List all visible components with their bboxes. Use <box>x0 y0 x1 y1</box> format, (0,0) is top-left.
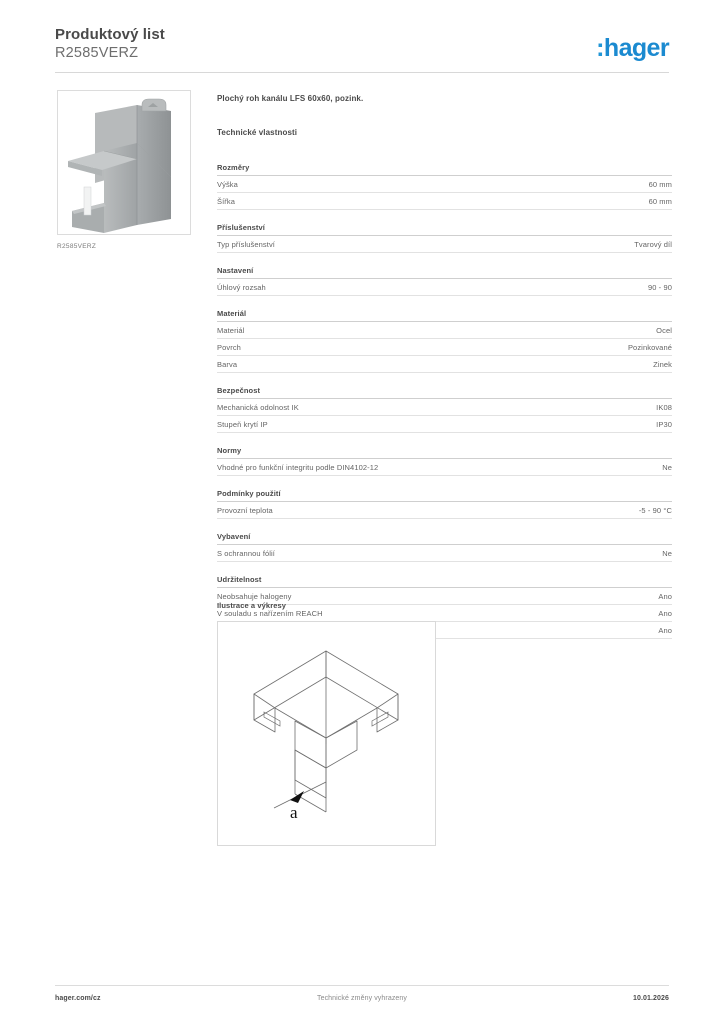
spec-row-label: Úhlový rozsah <box>217 282 266 292</box>
spec-row-label: Povrch <box>217 342 241 352</box>
product-photo <box>57 90 191 235</box>
spec-group-title: Bezpečnost <box>217 386 672 399</box>
product-photo-illustration <box>58 91 190 234</box>
spec-group-title: Rozměry <box>217 163 672 176</box>
dimension-leader <box>274 782 326 808</box>
footer-date: 10.01.2026 <box>632 995 669 1002</box>
spec-group-title: Podmínky použití <box>217 489 672 502</box>
spec-row <box>217 279 672 296</box>
spec-row <box>217 416 672 433</box>
spec-group-title: Normy <box>217 446 672 459</box>
spec-group <box>217 446 672 476</box>
spec-group <box>217 489 672 519</box>
spec-row-value: Zinek <box>653 359 672 369</box>
spec-row <box>217 545 672 562</box>
page-title: Produktový list <box>55 26 165 43</box>
technical-drawing <box>217 621 436 846</box>
spec-group-title: Nastavení <box>217 266 672 279</box>
product-reference: R2585VERZ <box>55 45 139 61</box>
specifications <box>217 94 672 652</box>
spec-group-title: Udržitelnost <box>217 575 672 588</box>
spec-group <box>217 532 672 562</box>
specs-section-title: Technické vlastnosti <box>217 128 298 137</box>
spec-row-label: S ochrannou fólií <box>217 548 275 558</box>
spec-row-value: Ano <box>658 625 672 635</box>
spec-group-title: Vybavení <box>217 532 672 545</box>
spec-row-label: Výška <box>217 179 238 189</box>
spec-row <box>217 502 672 519</box>
spec-group-title: Příslušenství <box>217 223 672 236</box>
spec-row-value: Ne <box>662 548 672 558</box>
spec-row-value: Pozinkované <box>627 342 672 352</box>
footer-website-link[interactable]: hager.com/cz <box>55 995 101 1002</box>
spec-row-value: Tvarový díl <box>634 239 672 249</box>
page-header <box>55 26 669 72</box>
spec-group <box>217 386 672 433</box>
spec-row-label: Materiál <box>217 325 245 335</box>
spec-row <box>217 322 672 339</box>
spec-row-value: IP30 <box>656 419 672 429</box>
spec-row-label: Typ příslušenství <box>217 239 275 249</box>
spec-groups <box>217 163 672 639</box>
spec-row-label: Neobsahuje halogeny <box>217 591 292 601</box>
footer-disclaimer: Technické změny vyhrazeny <box>316 995 408 1002</box>
logo-colon-icon: : <box>596 34 604 62</box>
spec-row-label: V souladu s nařízením REACH <box>217 608 323 618</box>
spec-row-label: Stupeň krytí IP <box>217 419 268 429</box>
spec-row-label: Barva <box>217 359 238 369</box>
spec-row-label: Šířka <box>217 196 236 206</box>
logo-wordmark: hager <box>603 34 669 62</box>
product-description: Plochý roh kanálu LFS 60x60, pozink. <box>217 94 364 103</box>
spec-row <box>217 236 672 253</box>
spec-group-title: Materiál <box>217 309 672 322</box>
spec-row-label: Vhodné pro funkční integritu podle DIN4102-12 <box>217 462 379 472</box>
product-photo-caption: R2585VERZ <box>57 243 97 250</box>
spec-row-value: Ocel <box>656 325 672 335</box>
spec-row-value: Ne <box>662 462 672 472</box>
footer-divider <box>55 985 669 986</box>
spec-row-value: 90 - 90 <box>647 282 672 292</box>
spec-row-value: Ano <box>658 608 672 618</box>
spec-row <box>217 399 672 416</box>
spec-row-label: Provozní teplota <box>217 505 273 515</box>
spec-group <box>217 266 672 296</box>
spec-row <box>217 459 672 476</box>
spec-row <box>217 176 672 193</box>
page-footer <box>55 995 669 1009</box>
spec-row <box>217 356 672 373</box>
spec-row-value: IK08 <box>656 402 672 412</box>
spec-group <box>217 309 672 373</box>
hager-logo <box>596 34 669 62</box>
dimension-label: a <box>290 803 298 822</box>
spec-group <box>217 223 672 253</box>
technical-drawing-illustration <box>218 622 435 845</box>
drawings-section-title: Ilustrace a výkresy <box>217 601 287 610</box>
spec-row-value: 60 mm <box>648 179 672 189</box>
spec-row <box>217 193 672 210</box>
spec-row-value: 60 mm <box>648 196 672 206</box>
spec-row-value: -5 - 90 °C <box>638 505 672 515</box>
spec-group <box>217 163 672 210</box>
spec-row-value: Ano <box>658 591 672 601</box>
spec-row-label: Mechanická odolnost IK <box>217 402 299 412</box>
header-divider <box>55 72 669 73</box>
spec-row <box>217 339 672 356</box>
